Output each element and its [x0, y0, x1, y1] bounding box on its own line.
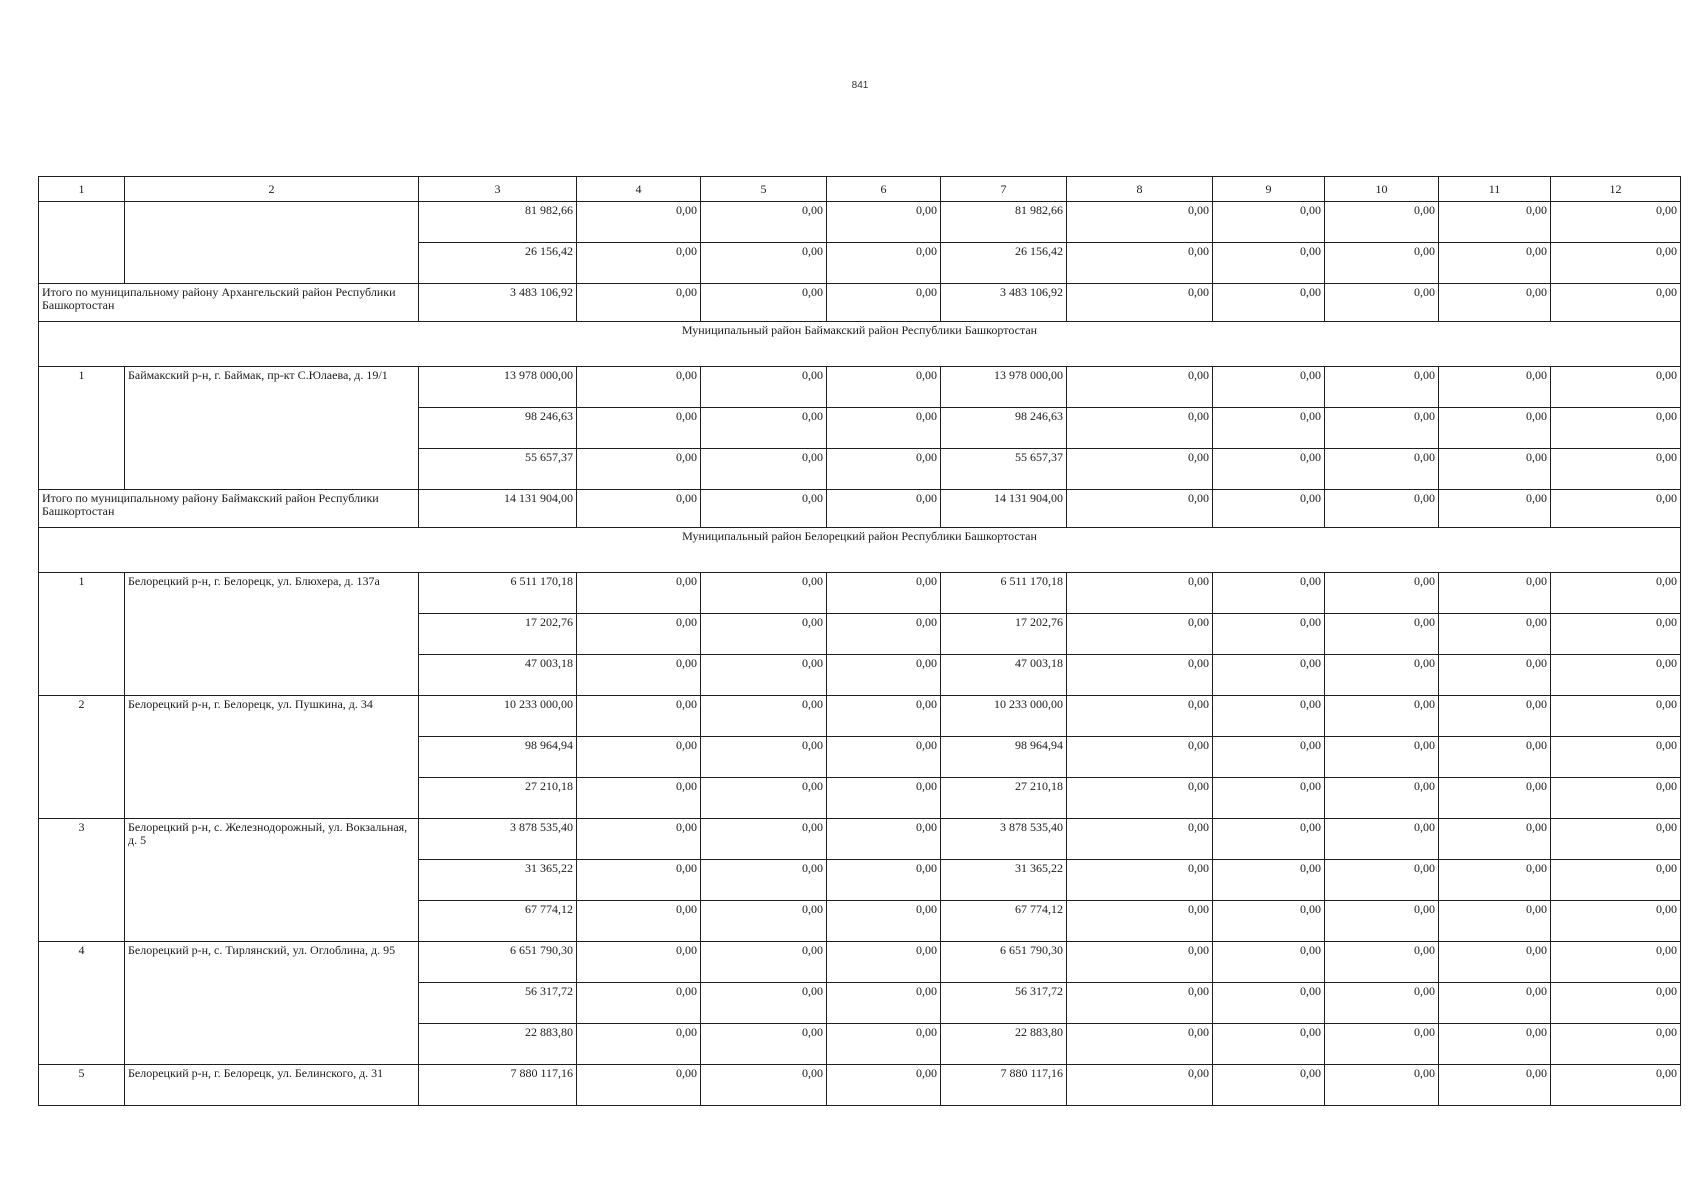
- amount-cell: 98 964,94: [941, 737, 1067, 778]
- amount-cell: 56 317,72: [941, 983, 1067, 1024]
- amount-cell: 0,00: [1213, 655, 1325, 696]
- amount-cell: 0,00: [701, 202, 827, 243]
- address-cell: Белорецкий р-н, с. Железнодорожный, ул. Вокзальная, д. 5: [125, 819, 419, 942]
- amount-cell: 0,00: [701, 942, 827, 983]
- amount-cell: 0,00: [1325, 408, 1439, 449]
- amount-cell: 0,00: [1551, 614, 1681, 655]
- amount-cell: 0,00: [1551, 778, 1681, 819]
- row-index-cell: 1: [39, 573, 125, 696]
- amount-cell: 0,00: [1439, 243, 1551, 284]
- row-index-cell: 3: [39, 819, 125, 942]
- amount-cell: 0,00: [577, 284, 701, 322]
- amount-cell: 0,00: [701, 901, 827, 942]
- amount-cell: 0,00: [577, 490, 701, 528]
- amount-cell: 0,00: [827, 1024, 941, 1065]
- table-row: [39, 367, 1681, 408]
- table-row: [39, 696, 1681, 737]
- amount-cell: 0,00: [577, 1065, 701, 1106]
- amount-cell: 0,00: [827, 655, 941, 696]
- amount-cell: 0,00: [827, 490, 941, 528]
- amount-cell: 0,00: [1067, 901, 1213, 942]
- address-cell: Белорецкий р-н, с. Тирлянский, ул. Оглоблина, д. 95: [125, 942, 419, 1065]
- row-index-cell: 1: [39, 367, 125, 490]
- table-row: [39, 1065, 1681, 1106]
- amount-cell: 0,00: [701, 449, 827, 490]
- amount-cell: 0,00: [827, 614, 941, 655]
- column-number-row: [39, 177, 1681, 202]
- amount-cell: 0,00: [1551, 737, 1681, 778]
- amount-cell: 0,00: [1439, 490, 1551, 528]
- column-number: 2: [125, 177, 419, 202]
- amount-cell: 0,00: [1067, 737, 1213, 778]
- amount-cell: 0,00: [577, 367, 701, 408]
- amount-cell: 13 978 000,00: [941, 367, 1067, 408]
- section-title: Муниципальный район Баймакский район Республики Башкортостан: [39, 322, 1681, 367]
- amount-cell: 0,00: [1067, 696, 1213, 737]
- address-cell: Белорецкий р-н, г. Белорецк, ул. Пушкина, д. 34: [125, 696, 419, 819]
- amount-cell: 0,00: [1439, 942, 1551, 983]
- amount-cell: 0,00: [1325, 573, 1439, 614]
- amount-cell: 67 774,12: [419, 901, 577, 942]
- amount-cell: 0,00: [1439, 778, 1551, 819]
- amount-cell: 22 883,80: [419, 1024, 577, 1065]
- row-index-cell: 5: [39, 1065, 125, 1106]
- amount-cell: 0,00: [1067, 449, 1213, 490]
- amount-cell: 0,00: [701, 737, 827, 778]
- amount-cell: 0,00: [1439, 655, 1551, 696]
- total-label: Итого по муниципальному району Баймакский район Республики Башкортостан: [39, 490, 419, 528]
- amount-cell: 0,00: [1439, 367, 1551, 408]
- amount-cell: 0,00: [701, 860, 827, 901]
- amount-cell: 0,00: [701, 696, 827, 737]
- amount-cell: 0,00: [701, 655, 827, 696]
- amount-cell: 0,00: [1551, 202, 1681, 243]
- amount-cell: 0,00: [1439, 1024, 1551, 1065]
- amount-cell: 0,00: [1213, 942, 1325, 983]
- amount-cell: 0,00: [1067, 778, 1213, 819]
- table-row: [39, 819, 1681, 860]
- amount-cell: 0,00: [1325, 449, 1439, 490]
- amount-cell: 0,00: [1213, 819, 1325, 860]
- amount-cell: 0,00: [1551, 696, 1681, 737]
- amount-cell: 0,00: [1439, 696, 1551, 737]
- amount-cell: 0,00: [827, 901, 941, 942]
- amount-cell: 0,00: [1439, 573, 1551, 614]
- amount-cell: 0,00: [1067, 942, 1213, 983]
- address-cell: Баймакский р-н, г. Баймак, пр-кт С.Юлаева, д. 19/1: [125, 367, 419, 490]
- amount-cell: 0,00: [827, 696, 941, 737]
- amount-cell: 14 131 904,00: [941, 490, 1067, 528]
- amount-cell: 0,00: [577, 737, 701, 778]
- amount-cell: 10 233 000,00: [941, 696, 1067, 737]
- amount-cell: 0,00: [701, 490, 827, 528]
- amount-cell: 0,00: [701, 243, 827, 284]
- section-header-row: [39, 322, 1681, 367]
- column-number: 6: [827, 177, 941, 202]
- amount-cell: 0,00: [1439, 408, 1551, 449]
- amount-cell: 0,00: [1067, 983, 1213, 1024]
- amount-cell: 0,00: [1551, 284, 1681, 322]
- column-number: 10: [1325, 177, 1439, 202]
- row-index-cell: [39, 202, 125, 284]
- amount-cell: 0,00: [1325, 696, 1439, 737]
- amount-cell: 0,00: [1067, 408, 1213, 449]
- amount-cell: 0,00: [701, 819, 827, 860]
- amount-cell: 98 246,63: [419, 408, 577, 449]
- column-number: 5: [701, 177, 827, 202]
- amount-cell: 0,00: [577, 1024, 701, 1065]
- amount-cell: 3 483 106,92: [941, 284, 1067, 322]
- amount-cell: 0,00: [827, 778, 941, 819]
- amount-cell: 14 131 904,00: [419, 490, 577, 528]
- amount-cell: 55 657,37: [419, 449, 577, 490]
- amount-cell: 0,00: [827, 860, 941, 901]
- amount-cell: 0,00: [1067, 367, 1213, 408]
- amount-cell: 0,00: [577, 983, 701, 1024]
- amount-cell: 0,00: [577, 573, 701, 614]
- amount-cell: 0,00: [1551, 408, 1681, 449]
- amount-cell: 0,00: [1439, 614, 1551, 655]
- amount-cell: 0,00: [1551, 573, 1681, 614]
- amount-cell: 0,00: [1213, 983, 1325, 1024]
- table-row: [39, 573, 1681, 614]
- amount-cell: 81 982,66: [419, 202, 577, 243]
- column-number: 4: [577, 177, 701, 202]
- column-number: 1: [39, 177, 125, 202]
- amount-cell: 31 365,22: [419, 860, 577, 901]
- amount-cell: 0,00: [1551, 983, 1681, 1024]
- amount-cell: 0,00: [577, 696, 701, 737]
- amount-cell: 0,00: [1325, 243, 1439, 284]
- amount-cell: 0,00: [1551, 449, 1681, 490]
- table-row: [39, 942, 1681, 983]
- amount-cell: 0,00: [1325, 860, 1439, 901]
- total-label: Итого по муниципальному району Архангельский район Республики Башкортостан: [39, 284, 419, 322]
- amount-cell: 0,00: [1325, 284, 1439, 322]
- amount-cell: 0,00: [827, 367, 941, 408]
- amount-cell: 0,00: [1325, 655, 1439, 696]
- amount-cell: 10 233 000,00: [419, 696, 577, 737]
- amount-cell: 0,00: [577, 655, 701, 696]
- amount-cell: 47 003,18: [941, 655, 1067, 696]
- amount-cell: 6 651 790,30: [419, 942, 577, 983]
- amount-cell: 0,00: [1213, 573, 1325, 614]
- amount-cell: 0,00: [1325, 737, 1439, 778]
- amount-cell: 0,00: [1067, 655, 1213, 696]
- amount-cell: 0,00: [1551, 243, 1681, 284]
- amount-cell: 0,00: [1325, 202, 1439, 243]
- amount-cell: 0,00: [701, 778, 827, 819]
- register-body: [39, 177, 1681, 1106]
- amount-cell: 0,00: [827, 573, 941, 614]
- amount-cell: 0,00: [577, 942, 701, 983]
- amount-cell: 55 657,37: [941, 449, 1067, 490]
- address-cell: Белорецкий р-н, г. Белорецк, ул. Блюхера, д. 137а: [125, 573, 419, 696]
- amount-cell: 0,00: [1439, 901, 1551, 942]
- amount-cell: 0,00: [1439, 819, 1551, 860]
- amount-cell: 0,00: [827, 983, 941, 1024]
- amount-cell: 22 883,80: [941, 1024, 1067, 1065]
- amount-cell: 0,00: [1213, 778, 1325, 819]
- amount-cell: 0,00: [1551, 367, 1681, 408]
- amount-cell: 0,00: [1067, 284, 1213, 322]
- address-cell: Белорецкий р-н, г. Белорецк, ул. Белинского, д. 31: [125, 1065, 419, 1106]
- amount-cell: 0,00: [701, 284, 827, 322]
- amount-cell: 0,00: [827, 449, 941, 490]
- amount-cell: 0,00: [1213, 696, 1325, 737]
- total-row: [39, 284, 1681, 322]
- amount-cell: 67 774,12: [941, 901, 1067, 942]
- table-row: [39, 202, 1681, 243]
- amount-cell: 0,00: [827, 1065, 941, 1106]
- amount-cell: 0,00: [827, 284, 941, 322]
- amount-cell: 0,00: [1551, 1065, 1681, 1106]
- amount-cell: 0,00: [577, 819, 701, 860]
- amount-cell: 0,00: [701, 614, 827, 655]
- amount-cell: 0,00: [827, 408, 941, 449]
- amount-cell: 0,00: [1213, 243, 1325, 284]
- column-number: 3: [419, 177, 577, 202]
- amount-cell: 0,00: [701, 1024, 827, 1065]
- amount-cell: 98 964,94: [419, 737, 577, 778]
- amount-cell: 0,00: [1067, 819, 1213, 860]
- amount-cell: 0,00: [1551, 1024, 1681, 1065]
- amount-cell: 0,00: [1067, 573, 1213, 614]
- amount-cell: 26 156,42: [941, 243, 1067, 284]
- amount-cell: 0,00: [577, 860, 701, 901]
- amount-cell: 3 878 535,40: [419, 819, 577, 860]
- amount-cell: 6 651 790,30: [941, 942, 1067, 983]
- column-number: 12: [1551, 177, 1681, 202]
- amount-cell: 3 483 106,92: [419, 284, 577, 322]
- amount-cell: 0,00: [1213, 1024, 1325, 1065]
- amount-cell: 0,00: [1067, 202, 1213, 243]
- amount-cell: 0,00: [1213, 860, 1325, 901]
- amount-cell: 0,00: [1213, 284, 1325, 322]
- amount-cell: 0,00: [1325, 819, 1439, 860]
- amount-cell: 0,00: [577, 778, 701, 819]
- amount-cell: 0,00: [1439, 449, 1551, 490]
- amount-cell: 98 246,63: [941, 408, 1067, 449]
- column-number: 8: [1067, 177, 1213, 202]
- amount-cell: 0,00: [1551, 819, 1681, 860]
- page-number: 841: [851, 80, 869, 91]
- amount-cell: 27 210,18: [941, 778, 1067, 819]
- amount-cell: 0,00: [1439, 983, 1551, 1024]
- amount-cell: 0,00: [577, 408, 701, 449]
- amount-cell: 0,00: [1439, 1065, 1551, 1106]
- amount-cell: 26 156,42: [419, 243, 577, 284]
- amount-cell: 0,00: [1067, 490, 1213, 528]
- amount-cell: 0,00: [1439, 737, 1551, 778]
- amount-cell: 6 511 170,18: [941, 573, 1067, 614]
- amount-cell: 0,00: [1551, 942, 1681, 983]
- amount-cell: 0,00: [1439, 284, 1551, 322]
- amount-cell: 3 878 535,40: [941, 819, 1067, 860]
- column-number: 11: [1439, 177, 1551, 202]
- amount-cell: 0,00: [701, 367, 827, 408]
- amount-cell: 27 210,18: [419, 778, 577, 819]
- amount-cell: 0,00: [701, 1065, 827, 1106]
- amount-cell: 0,00: [1325, 778, 1439, 819]
- amount-cell: 0,00: [1213, 614, 1325, 655]
- amount-cell: 0,00: [1551, 860, 1681, 901]
- row-index-cell: 2: [39, 696, 125, 819]
- amount-cell: 0,00: [827, 243, 941, 284]
- total-row: [39, 490, 1681, 528]
- amount-cell: 0,00: [577, 614, 701, 655]
- amount-cell: 0,00: [1325, 1024, 1439, 1065]
- amount-cell: 0,00: [827, 202, 941, 243]
- amount-cell: 0,00: [577, 243, 701, 284]
- amount-cell: 0,00: [1325, 614, 1439, 655]
- amount-cell: 0,00: [1325, 983, 1439, 1024]
- amount-cell: 0,00: [1213, 408, 1325, 449]
- amount-cell: 0,00: [701, 983, 827, 1024]
- amount-cell: 0,00: [1067, 243, 1213, 284]
- column-number: 9: [1213, 177, 1325, 202]
- amount-cell: 0,00: [701, 573, 827, 614]
- amount-cell: 81 982,66: [941, 202, 1067, 243]
- amount-cell: 0,00: [1325, 901, 1439, 942]
- amount-cell: 0,00: [1325, 367, 1439, 408]
- amount-cell: 7 880 117,16: [941, 1065, 1067, 1106]
- section-header-row: [39, 528, 1681, 573]
- column-number: 7: [941, 177, 1067, 202]
- amount-cell: 0,00: [1213, 1065, 1325, 1106]
- amount-cell: 0,00: [1325, 942, 1439, 983]
- amount-cell: 0,00: [1439, 860, 1551, 901]
- row-index-cell: 4: [39, 942, 125, 1065]
- amount-cell: 0,00: [1067, 860, 1213, 901]
- amount-cell: 0,00: [1067, 1024, 1213, 1065]
- amount-cell: 0,00: [577, 901, 701, 942]
- amount-cell: 0,00: [577, 449, 701, 490]
- amount-cell: 0,00: [1213, 901, 1325, 942]
- amount-cell: 0,00: [827, 819, 941, 860]
- amount-cell: 56 317,72: [419, 983, 577, 1024]
- amount-cell: 31 365,22: [941, 860, 1067, 901]
- amount-cell: 7 880 117,16: [419, 1065, 577, 1106]
- section-title: Муниципальный район Белорецкий район Республики Башкортостан: [39, 528, 1681, 573]
- amount-cell: 0,00: [1213, 490, 1325, 528]
- amount-cell: 0,00: [1067, 1065, 1213, 1106]
- amount-cell: 17 202,76: [419, 614, 577, 655]
- amount-cell: 0,00: [1213, 449, 1325, 490]
- amount-cell: 0,00: [701, 408, 827, 449]
- amount-cell: 0,00: [1439, 202, 1551, 243]
- amount-cell: 0,00: [1551, 490, 1681, 528]
- amount-cell: 0,00: [1213, 367, 1325, 408]
- address-cell: [125, 202, 419, 284]
- amount-cell: 0,00: [1551, 655, 1681, 696]
- amount-cell: 13 978 000,00: [419, 367, 577, 408]
- register-table: [38, 176, 1681, 1106]
- amount-cell: 6 511 170,18: [419, 573, 577, 614]
- amount-cell: 47 003,18: [419, 655, 577, 696]
- amount-cell: 17 202,76: [941, 614, 1067, 655]
- amount-cell: 0,00: [577, 202, 701, 243]
- amount-cell: 0,00: [1325, 1065, 1439, 1106]
- amount-cell: 0,00: [827, 942, 941, 983]
- amount-cell: 0,00: [827, 737, 941, 778]
- amount-cell: 0,00: [1067, 614, 1213, 655]
- amount-cell: 0,00: [1551, 901, 1681, 942]
- amount-cell: 0,00: [1213, 737, 1325, 778]
- amount-cell: 0,00: [1325, 490, 1439, 528]
- amount-cell: 0,00: [1213, 202, 1325, 243]
